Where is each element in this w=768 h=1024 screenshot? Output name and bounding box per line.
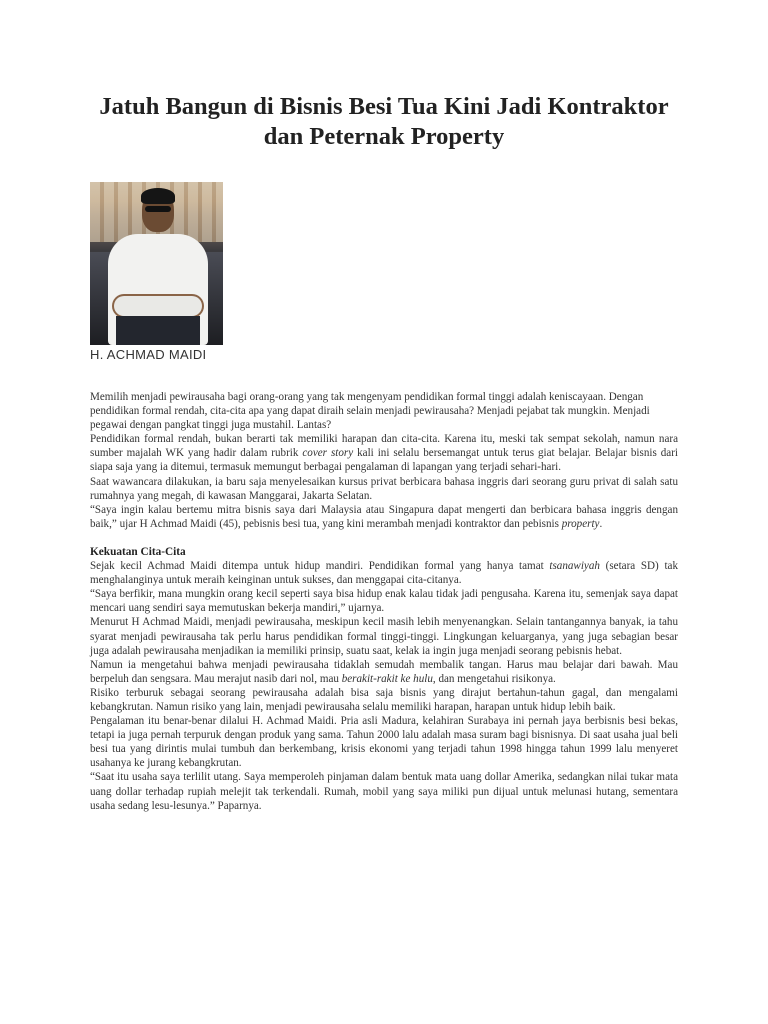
portrait-photo <box>90 182 223 345</box>
paragraph-3: Saat wawancara dilakukan, ia baru saja menyelesaikan kursus privat berbicara bahasa inggris dari seorang guru privat di salah satu rumahnya yang megah, di kawasan Manggarai, Jakarta Selatan. <box>90 475 678 502</box>
photo-caption: H. ACHMAD MAIDI <box>90 347 207 362</box>
section-paragraph-4: Namun ia mengetahui bahwa menjadi pewirausaha tidaklah semudah membalik tangan. Harus mau belajar dari bawah. Mau berpeluh dan sengsara. Mau merajut nasib dari nol, mau berakit-rakit ke hulu, dan mengetahui risikonya. <box>90 658 678 685</box>
section-paragraph-1: Sejak kecil Achmad Maidi ditempa untuk hidup mandiri. Pendidikan formal yang hanya tamat tsanawiyah (setara SD) tak menghalanginya untuk meraih keinginan untuk sukses, dan menggapai cita-citanya. <box>90 560 678 587</box>
paragraph-4: “Saya ingin kalau bertemu mitra bisnis saya dari Malaysia atau Singapura dapat mengerti dan berbicara bahasa inggris dengan baik,” ujar H Achmad Maidi (45), pebisnis besi tua, yang kini merambah menjadi kontraktor dan pebisnis property. <box>90 503 678 530</box>
title-line-2: dan Peternak Property <box>263 123 505 150</box>
section-paragraph-3: Menurut H Achmad Maidi, menjadi pewirausaha, meskipun kecil masih lebih menyenangkan. Selain tantangannya banyak, ia tahu syarat menjadi pewirausaha tak perlu harus pendidikan formal tinggi-tinggi. Lingkungan keluarganya, yang juga sebagian besar juga adalah pewirausaha menjadikan ia memiliki prinsip, suatu saat, kelak ia ingin juga menjadi seorang pebisnis hebat. <box>90 616 678 657</box>
section-paragraph-7: “Saat itu usaha saya terlilit utang. Saya memperoleh pinjaman dalam bentuk mata uang dollar Amerika, sedangkan nilai tukar mata uang dollar terhadap rupiah melejit tak terkendali. Rumah, mobil yang saya miliki pun dijual untuk melunasi hutang, sementara usaha sedang lesu-lesunya.” Paparnya. <box>90 771 678 812</box>
paragraph-2: Pendidikan formal rendah, bukan berarti tak memiliki harapan dan cita-cita. Karena itu, meski tak sempat sekolah, namun nara sumber majalah WK yang hadir dalam rubrik cover story kali ini selalu bersemangat untuk terus giat belajar. Belajar bisnis dari siapa saja yang ia ditemui, termasuk memungut berbagai pengalaman di lapangan yang terjadi sehari-hari. <box>90 433 678 474</box>
section-paragraph-5: Risiko terburuk sebagai seorang pewirausaha adalah bisa saja bisnis yang dirajut bertahun-tahun gagal, dan mengalami kebangkrutan. Namun risiko yang lain, menjadi pewirausaha selalu memiliki harapan, harapan untuk hidup lebih baik. <box>90 686 678 713</box>
section-heading: Kekuatan Cita-Cita <box>90 545 186 558</box>
paragraph-intro: Memilih menjadi pewirausaha bagi orang-orang yang tak mengenyam pendidikan formal tinggi adalah keniscayaan. Dengan pendidikan formal rendah, cita-cita apa yang dapat diraih selain menjadi pewirausaha? Menjadi pejabat tak mungkin. Menjadi pegawai dengan pangkat tinggi juga mustahil. Lantas? <box>90 391 650 432</box>
section-paragraph-2: “Saya berfikir, mana mungkin orang kecil seperti saya bisa hidup enak kalau tidak jadi pengusaha. Karena itu, semenjak saya dapat mencari uang sendiri saya memutuskan bekerja mandiri,” ujarnya. <box>90 588 678 615</box>
article-body <box>90 390 678 813</box>
article-title <box>60 92 708 152</box>
section-paragraph-6: Pengalaman itu benar-benar dilalui H. Achmad Maidi. Pria asli Madura, kelahiran Surabaya ini pernah jaya berbisnis besi bekas, tetapi ia juga pernah terpuruk dengan produk yang sama. Tahun 2000 lalu adalah masa suram bagi bisnisnya. Di saat usaha jual beli besi tua yang dirintis mulai tumbuh dan berkembang, krisis ekonomi yang terjadi tahun 1998 hingga tahun 1999 lalu menyeret usahanya ke jurang kebangkrutan. <box>90 715 678 770</box>
title-line-1: Jatuh Bangun di Bisnis Besi Tua Kini Jadi Kontraktor <box>99 93 669 120</box>
